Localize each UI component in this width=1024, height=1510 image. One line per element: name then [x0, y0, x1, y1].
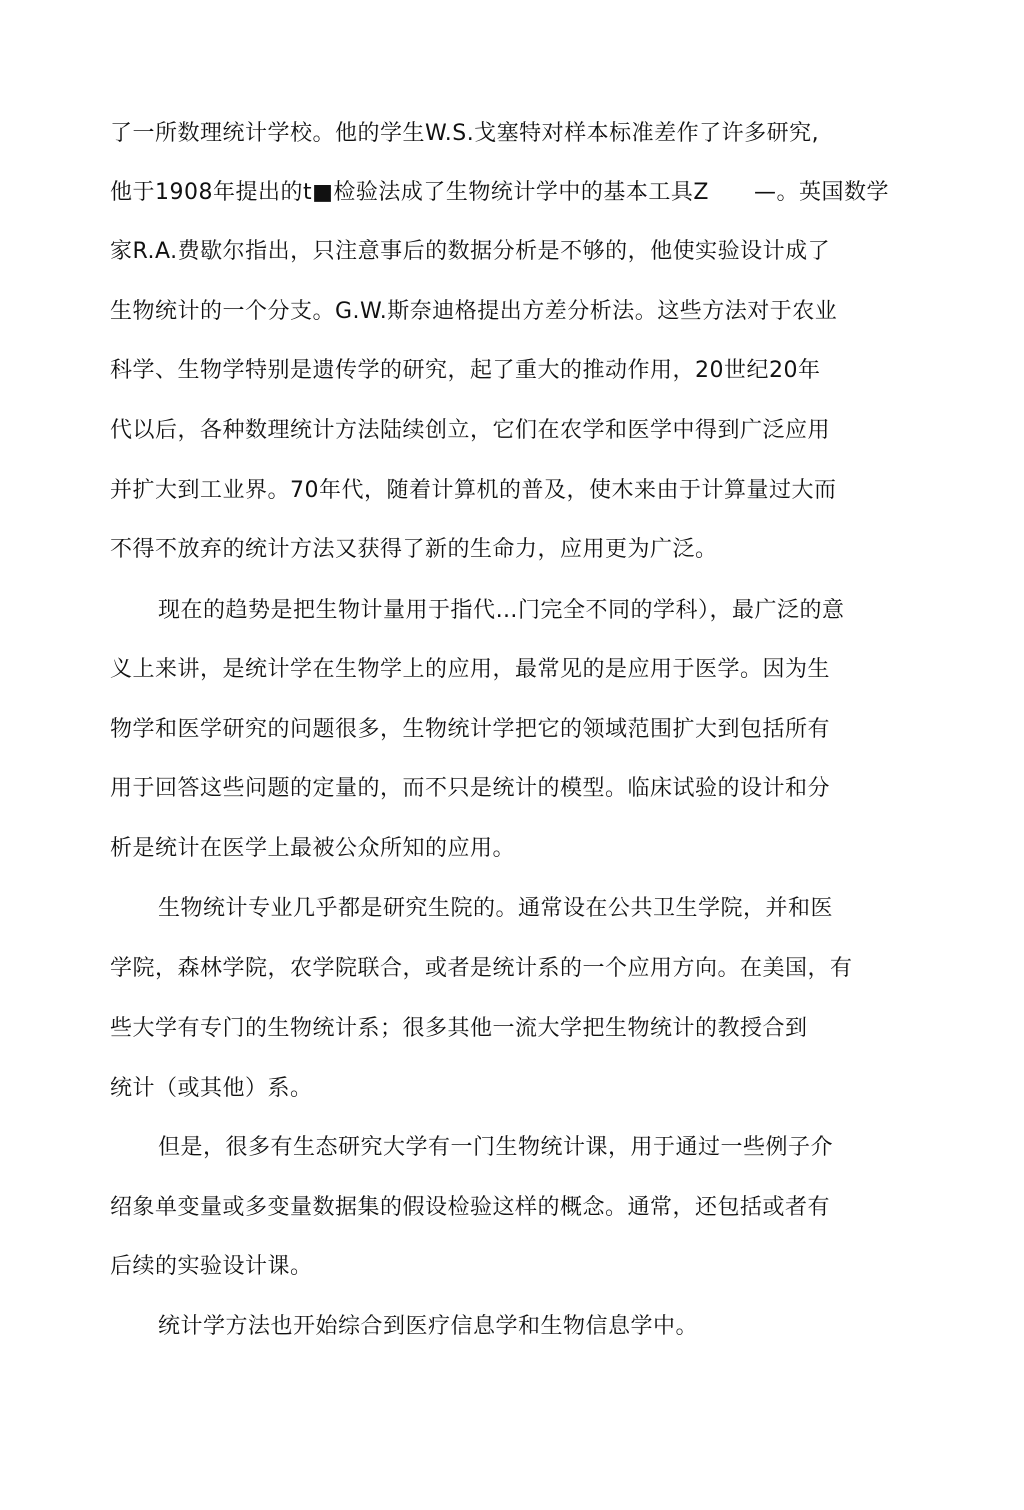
text-line: 学院，森林学院，农学院联合，或者是统计系的一个应用方向。在美国，有: [110, 956, 853, 981]
text-line: 代以后，各种数理统计方法陆续创立，它们在农学和医学中得到广泛应用: [110, 418, 831, 443]
paragraph-first-line: 生物统计专业几乎都是研究生院的。通常设在公共卫生学院，并和医: [158, 896, 834, 921]
text-line: 些大学有专门的生物统计系；很多其他一流大学把生物统计的教授合到: [110, 1016, 808, 1041]
paragraph-first-line: 现在的趋势是把生物计量用于指代…门完全不同的学科），最广泛的意: [158, 598, 845, 623]
paragraph-first-line: 但是，很多有生态研究大学有一门生物统计课，用于通过一些例子介: [158, 1135, 834, 1160]
text-line: 绍象单变量或多变量数据集的假设检验这样的概念。通常，还包括或者有: [110, 1195, 831, 1220]
text-line: 并扩大到工业界。70年代，随着计算机的普及，使木来由于计算量过大而: [110, 478, 837, 503]
text-line: 析是统计在医学上最被公众所知的应用。: [110, 836, 516, 861]
text-line: 义上来讲，是统计学在生物学上的应用，最常见的是应用于医学。因为生: [110, 657, 831, 682]
text-line: 他于1908年提出的t■检验法成了生物统计学中的基本工具Z —。英国数学: [110, 180, 889, 205]
text-line: 物学和医学研究的问题很多，生物统计学把它的领域范围扩大到包括所有: [110, 717, 831, 742]
text-line: 生物统计的一个分支。G.W.斯奈迪格提出方差分析法。这些方法对于农业: [110, 299, 838, 324]
paragraph-first-line: 统计学方法也开始综合到医疗信息学和生物信息学中。: [158, 1314, 699, 1339]
text-line: 统计（或其他）系。: [110, 1076, 313, 1101]
text-line: 了一所数理统计学校。他的学生W.S.戈塞特对样本标准差作了许多研究,: [110, 121, 820, 146]
text-line: 科学、生物学特别是遗传学的研究，起了重大的推动作用，20世纪20年: [110, 358, 821, 383]
text-line: 不得不放弃的统计方法又获得了新的生命力，应用更为广泛。: [110, 537, 718, 562]
text-line: 后续的实验设计课。: [110, 1254, 313, 1279]
text-line: 家R.A.费歇尔指出，只注意事后的数据分析是不够的，他使实验设计成了: [110, 239, 831, 264]
text-line: 用于回答这些问题的定量的，而不只是统计的模型。临床试验的设计和分: [110, 776, 831, 801]
